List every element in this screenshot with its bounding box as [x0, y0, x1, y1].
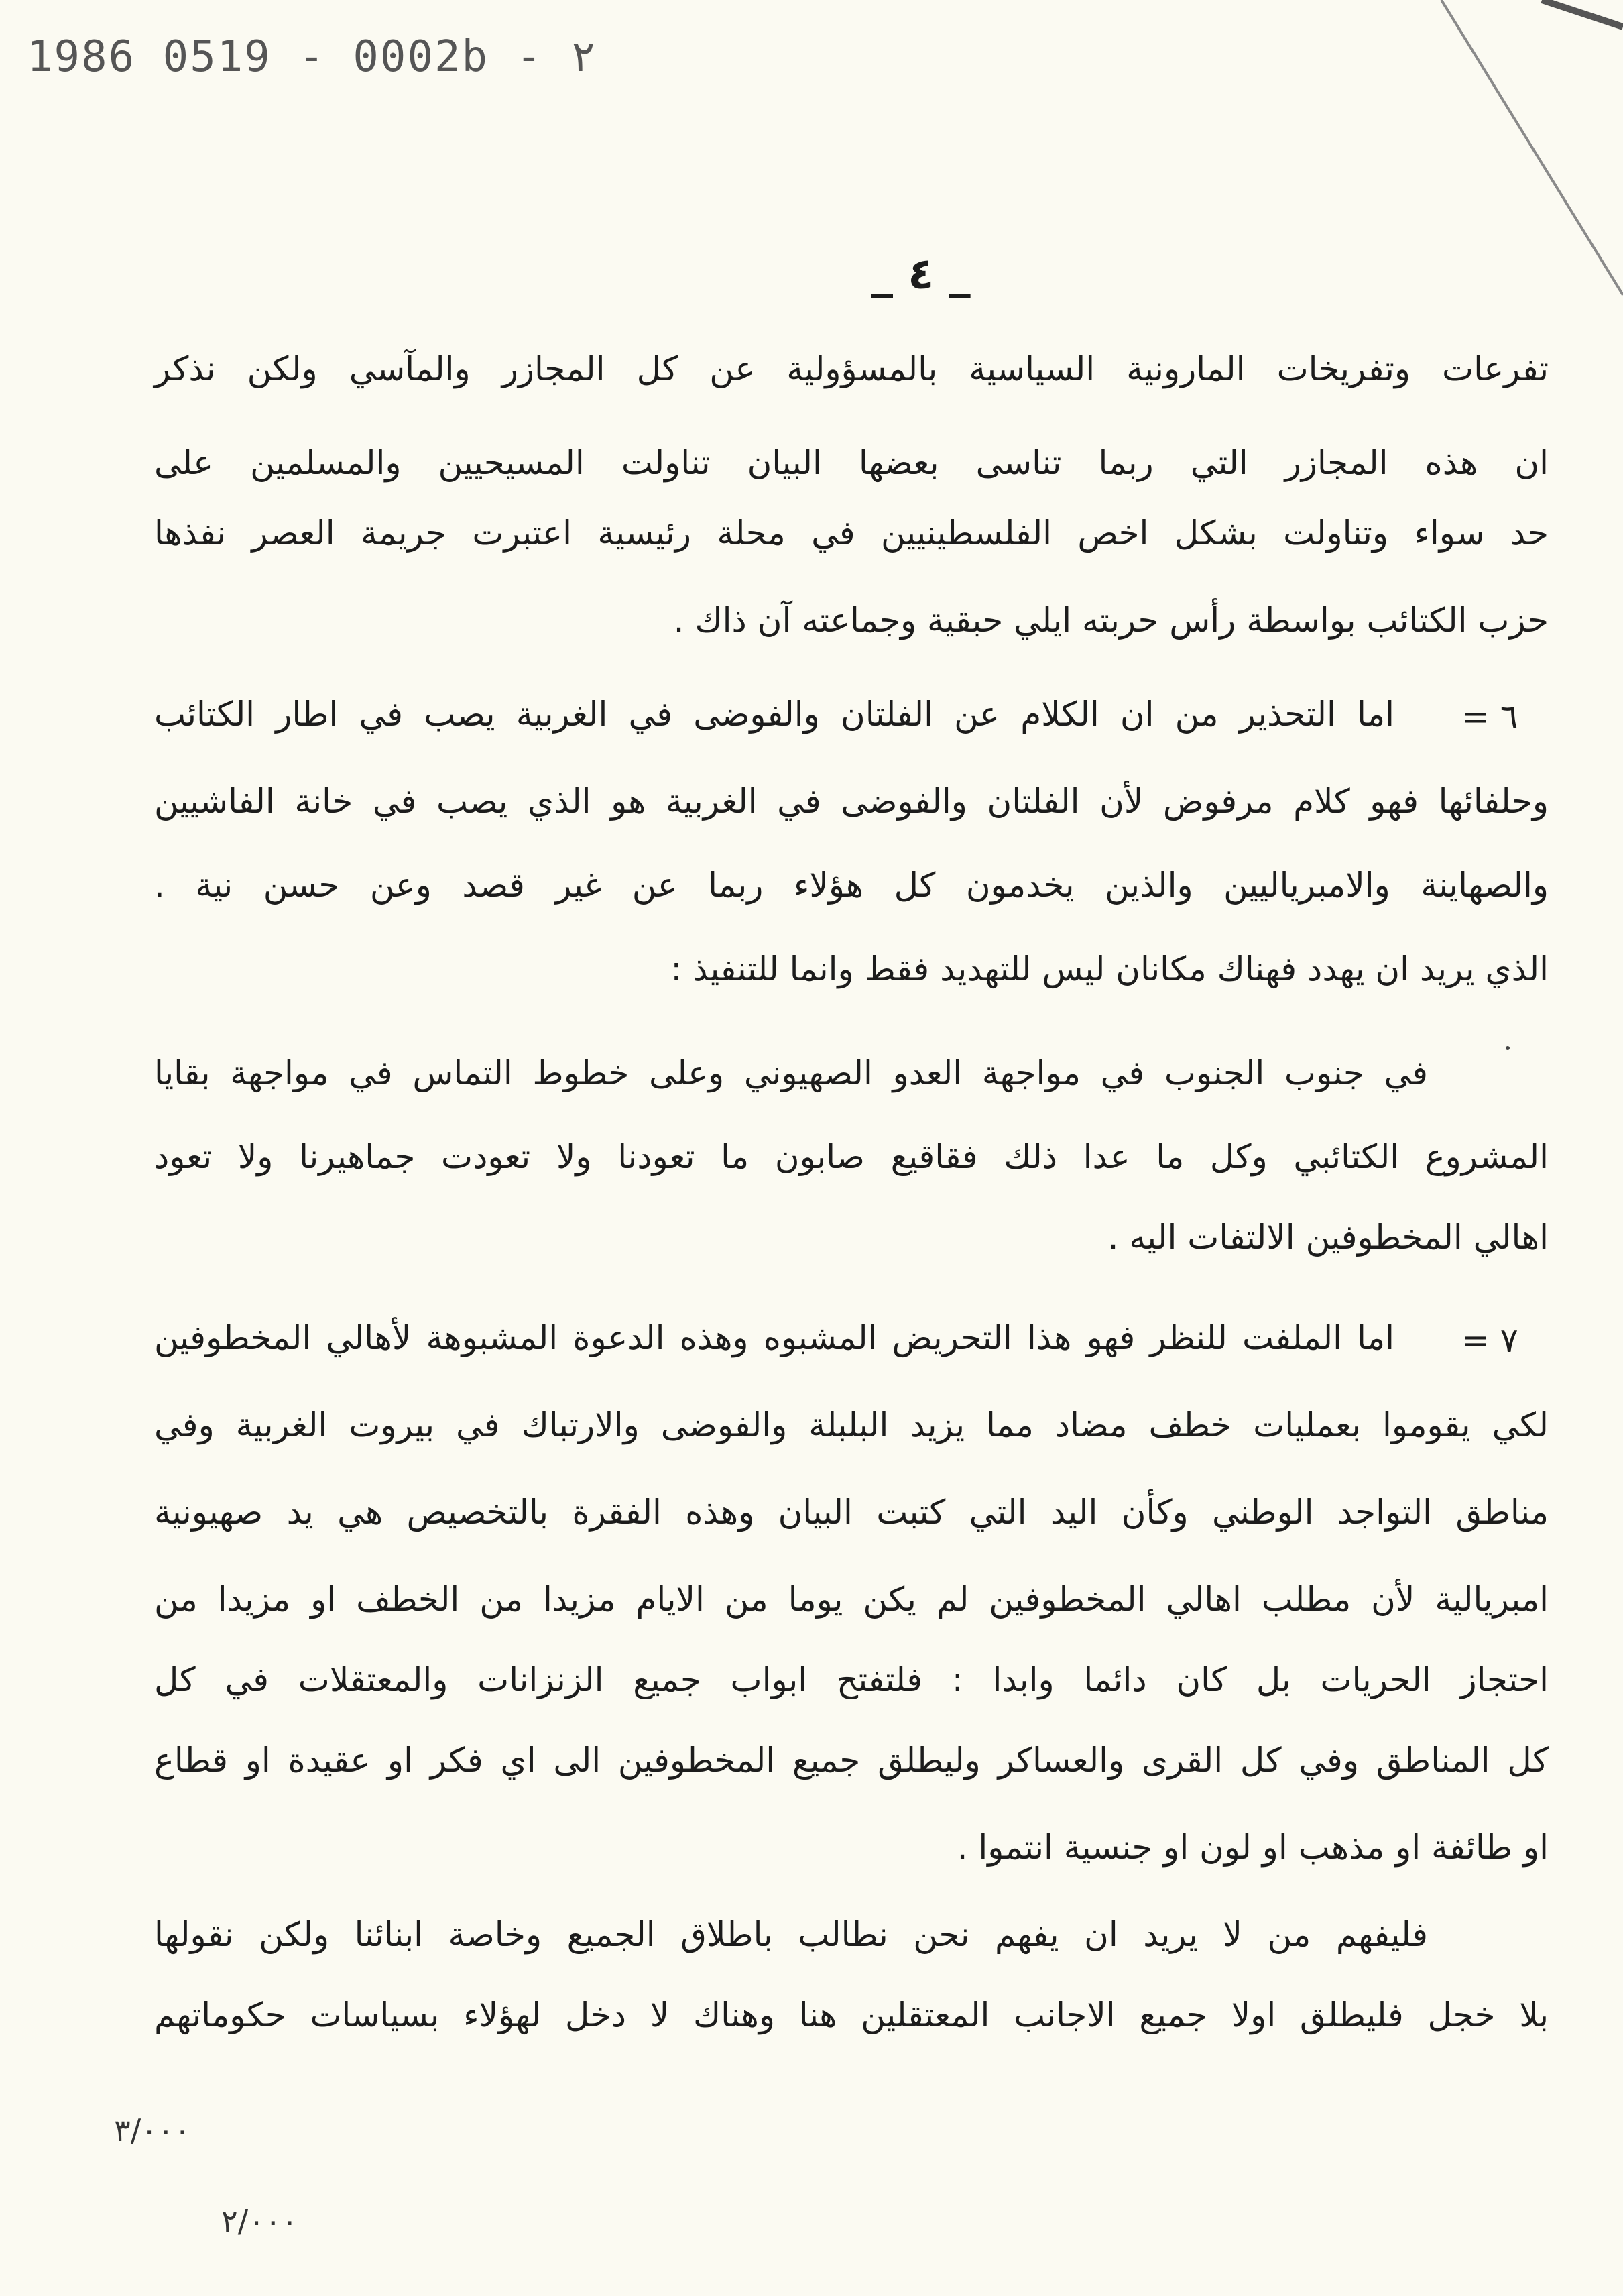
- text-line: كل المناطق وفي كل القرى والعساكر وليطلق جميع المخطوفين الى اي فكر او عقيدة او قطاع: [154, 1741, 1549, 1780]
- text-line: وحلفائها فهو كلام مرفوض لأن الفلتان والفوضى في الغربية هو الذي يصب في خانة الفاشيين: [154, 782, 1549, 821]
- text-line: لكي يقوموا بعمليات خطف مضاد مما يزيد البلبلة والفوضى والارتباك في بيروت الغربية وفي: [154, 1405, 1549, 1444]
- text-line: الذي يريد ان يهدد فهناك مكانان ليس للتهديد فقط وانما للتنفيذ :: [670, 950, 1549, 988]
- text-line: المشروع الكتائبي وكل ما عدا ذلك فقاقيع صابون ما تعودنا ولا تعودت جماهيرنا ولا تعود: [154, 1137, 1549, 1176]
- text-line: حد سواء وتناولت بشكل اخص الفلسطينيين في محلة رئيسية اعتبرت جريمة العصر نفذها: [154, 514, 1549, 553]
- footer-mark: ٣/٠٠٠: [114, 2112, 191, 2148]
- item-number: ٦ =: [1461, 697, 1518, 736]
- text-line: او طائفة او مذهب او لون او جنسية انتموا .: [957, 1828, 1549, 1867]
- text-line: اما الملفت للنظر فهو هذا التحريض المشبوه وهذه الدعوة المشبوهة لأهالي المخطوفين: [154, 1318, 1394, 1357]
- text-line: مناطق التواجد الوطني وكأن اليد التي كتبت البيان وهذه الفقرة بالتخصيص هي يد صهيونية: [154, 1493, 1549, 1532]
- text-line: بلا خجل فليطلق اولا جميع الاجانب المعتقلين هنا وهناك لا دخل لهؤلاء بسياسات حكوماتهم: [154, 1996, 1549, 2034]
- page-number: _ ٤ _: [871, 249, 971, 299]
- text-line: حزب الكتائب بواسطة رأس حربته ايلي حبقية وجماعته آن ذاك .: [673, 601, 1549, 640]
- item-number: ٧ =: [1461, 1321, 1518, 1360]
- text-line: في جنوب الجنوب في مواجهة العدو الصهيوني وعلى خطوط التماس في مواجهة بقايا: [154, 1053, 1428, 1092]
- text-line: تفرعات وتفريخات المارونية السياسية بالمسؤولية عن كل المجازر والمآسي ولكن نذكر: [154, 349, 1549, 388]
- text-line: والصهاينة والامبرياليين والذين يخدمون كل هؤلاء ربما عن غير قصد وعن حسن نية .: [154, 866, 1549, 905]
- text-line: اما التحذير من ان الكلام عن الفلتان والفوضى في الغربية يصب في اطار الكتائب: [154, 695, 1394, 734]
- text-line: اهالي المخطوفين الالتفات اليه .: [1107, 1218, 1549, 1257]
- ink-speck: [1506, 1046, 1510, 1050]
- text-line: فليفهم من لا يريد ان يفهم نحن نطالب باطلاق الجميع وخاصة ابنائنا ولكن نقولها: [154, 1915, 1428, 1954]
- text-line: احتجاز الحريات بل كان دائما وابدا : فلتفتح ابواب جميع الزنزانات والمعتقلات في كل: [154, 1660, 1549, 1699]
- text-line: ان هذه المجازر التي ربما تناسى بعضها البيان تناولت المسيحيين والمسلمين على: [154, 443, 1549, 482]
- footer-mark: ٢/٠٠٠: [221, 2203, 298, 2239]
- archive-reference-number: 1986 0519 - 0002b - ٢: [27, 32, 597, 82]
- text-line: امبريالية لأن مطلب اهالي المخطوفين لم يكن يوما من الايام مزيدا من الخطف او مزيدا من: [154, 1580, 1549, 1619]
